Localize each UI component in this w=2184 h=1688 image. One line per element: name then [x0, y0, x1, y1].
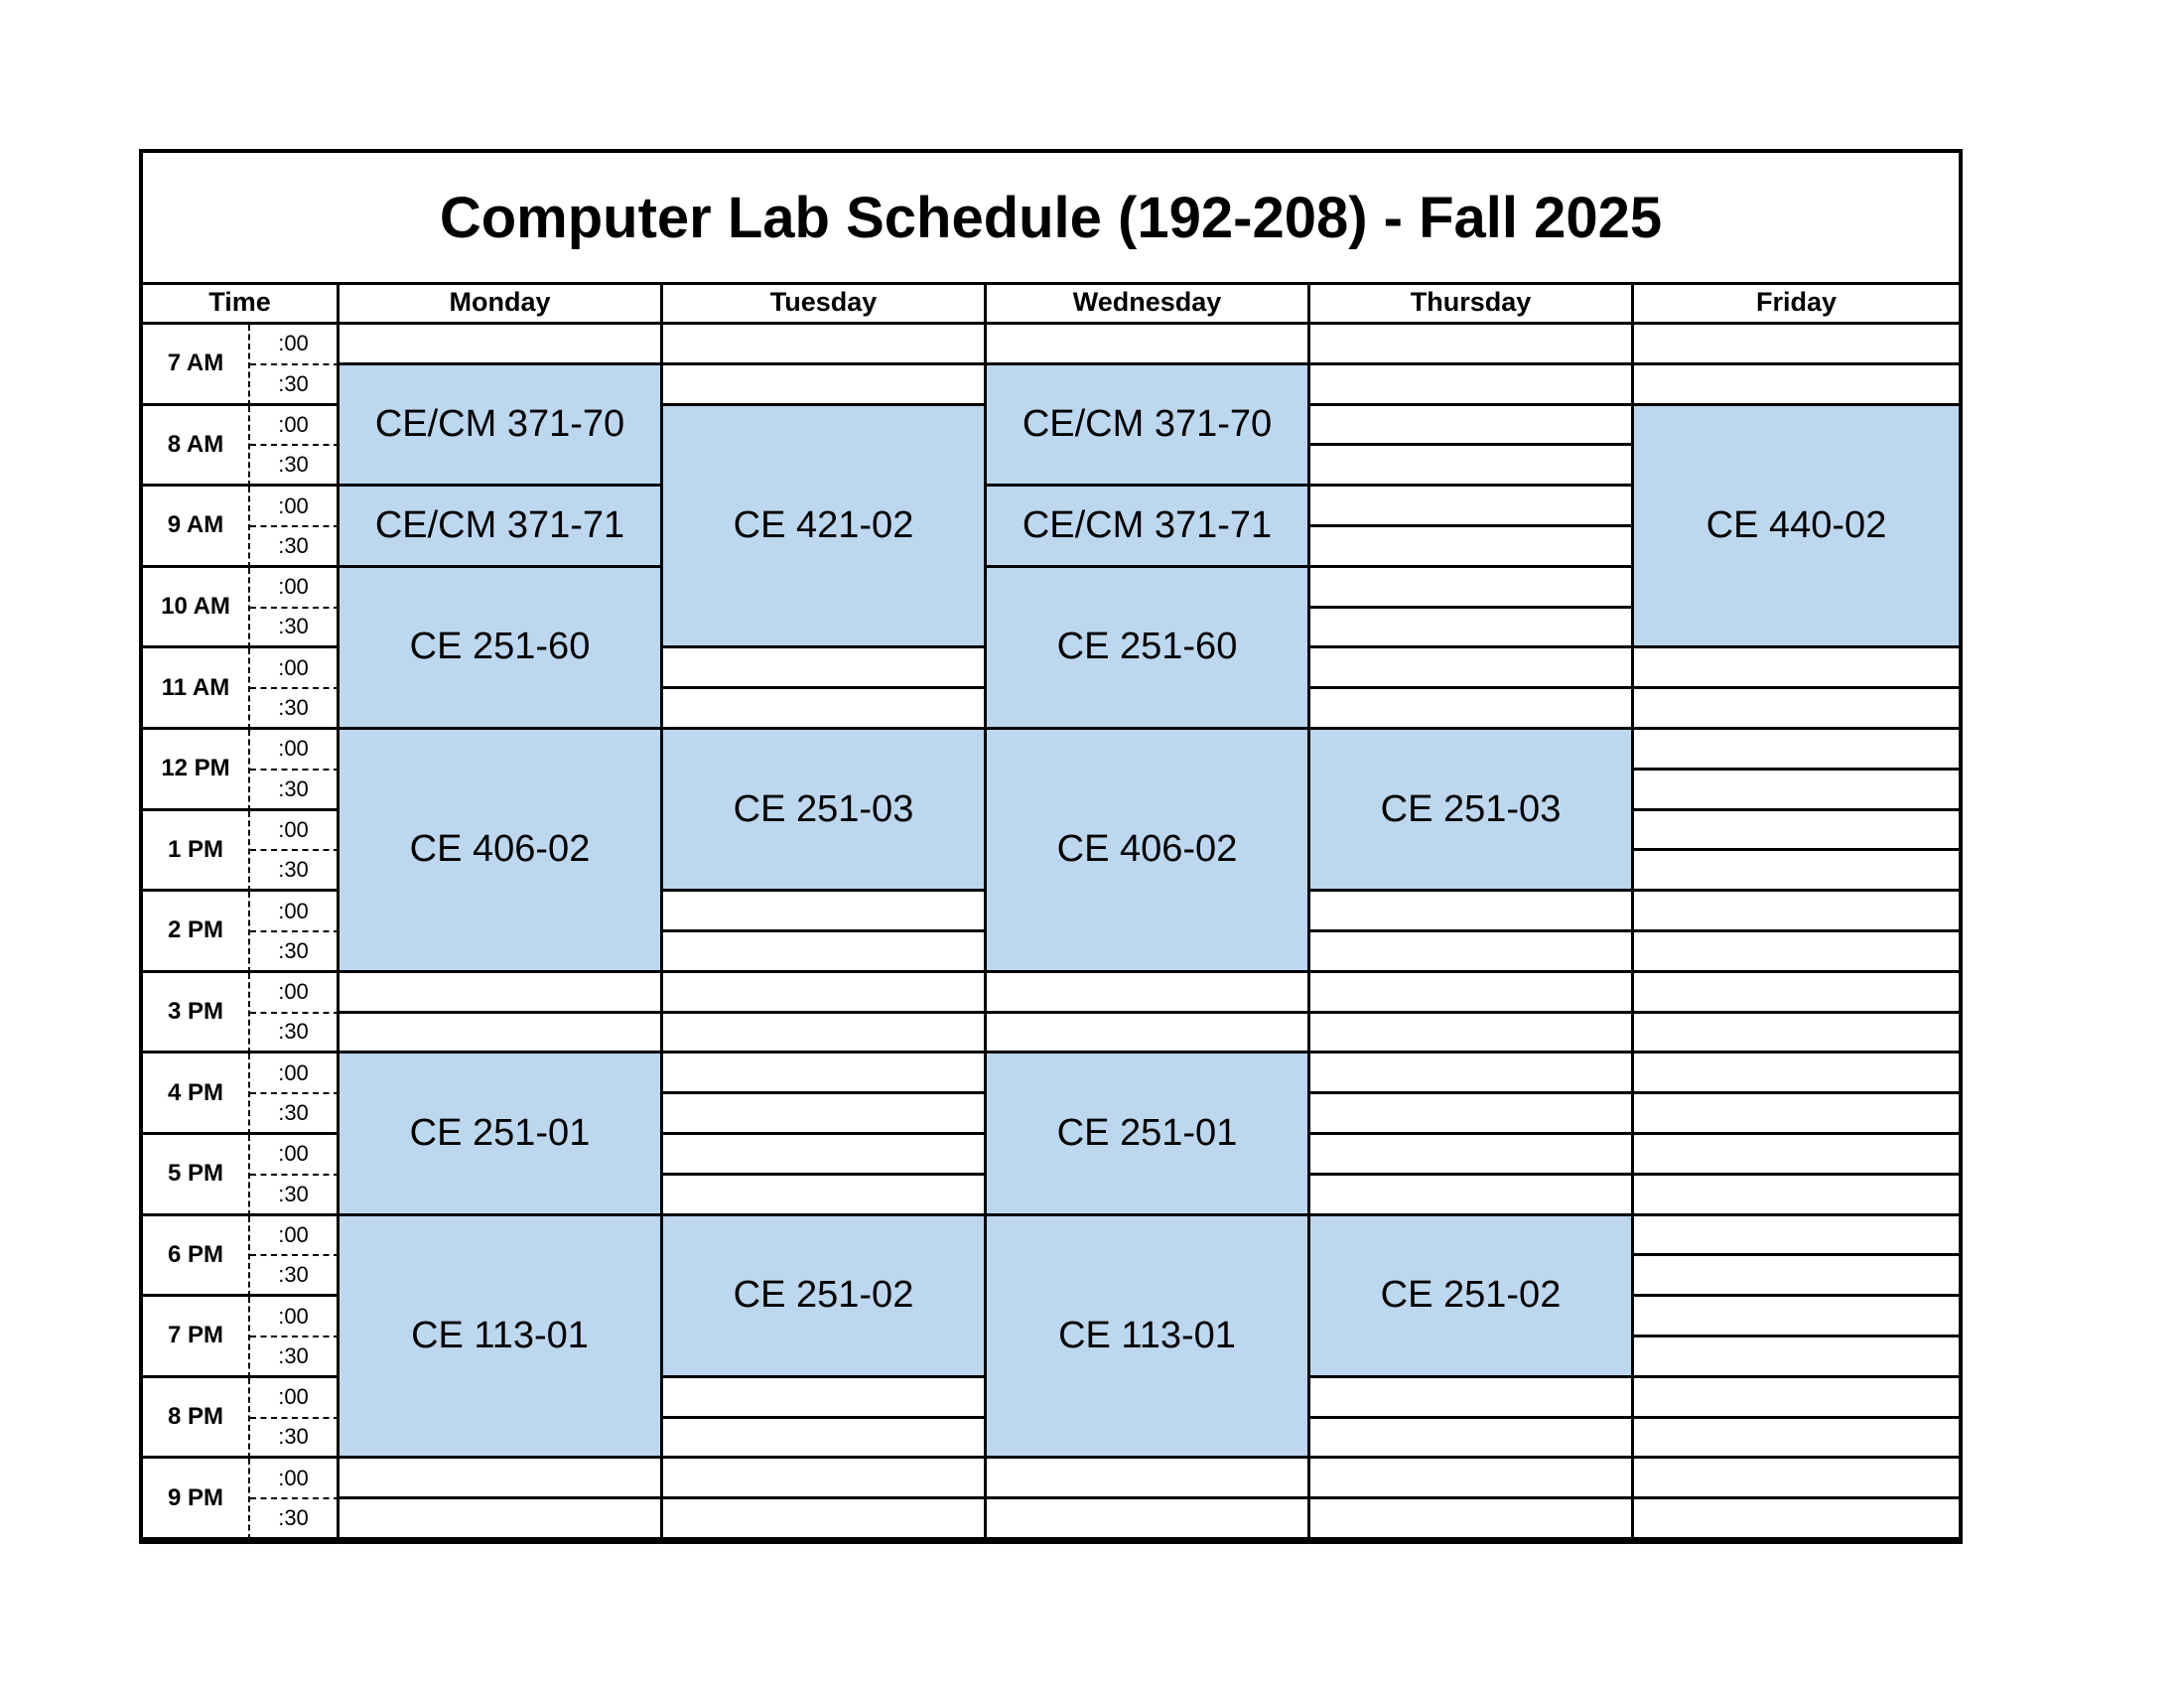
hour-label: 1 PM	[143, 811, 250, 893]
minute-label: :30	[250, 1094, 340, 1135]
day-header-wednesday: Wednesday	[987, 282, 1310, 325]
hour-label: 8 PM	[143, 1378, 250, 1460]
time-header: Time	[143, 282, 340, 325]
hour-label: 5 PM	[143, 1135, 250, 1216]
empty-slot[interactable]	[1310, 1499, 1634, 1540]
empty-slot[interactable]	[1310, 609, 1634, 649]
empty-slot[interactable]	[987, 325, 1310, 365]
empty-slot[interactable]	[663, 325, 987, 365]
empty-slot[interactable]	[340, 1014, 663, 1055]
empty-slot[interactable]	[663, 1094, 987, 1135]
class-block[interactable]	[987, 730, 1310, 973]
empty-slot[interactable]	[1310, 365, 1634, 406]
class-block[interactable]	[1310, 1216, 1634, 1378]
class-label: CE 113-01	[411, 1314, 589, 1356]
class-block[interactable]	[340, 487, 663, 568]
empty-slot[interactable]	[663, 365, 987, 406]
empty-slot[interactable]	[1634, 1054, 1959, 1094]
empty-slot[interactable]	[1310, 446, 1634, 487]
empty-slot[interactable]	[663, 1459, 987, 1499]
empty-slot[interactable]	[1310, 1054, 1634, 1094]
class-block[interactable]	[663, 730, 987, 892]
empty-slot[interactable]	[1310, 1378, 1634, 1419]
class-label: CE 251-02	[1380, 1274, 1562, 1317]
empty-slot[interactable]	[1634, 851, 1959, 892]
empty-slot[interactable]	[1634, 730, 1959, 771]
minute-label: :00	[250, 811, 340, 852]
empty-slot[interactable]	[987, 1459, 1310, 1499]
page-title: Computer Lab Schedule (192-208) - Fall 2025	[439, 185, 1663, 250]
empty-slot[interactable]	[987, 1014, 1310, 1055]
empty-slot[interactable]	[1310, 1459, 1634, 1499]
class-block[interactable]	[340, 1216, 663, 1460]
minute-label: :30	[250, 365, 340, 406]
minute-label: :00	[250, 406, 340, 447]
empty-slot[interactable]	[1634, 892, 1959, 932]
minute-label: :00	[250, 973, 340, 1014]
empty-slot[interactable]	[340, 1499, 663, 1540]
empty-slot[interactable]	[1634, 1014, 1959, 1055]
empty-slot[interactable]	[340, 973, 663, 1014]
class-block[interactable]	[1310, 730, 1634, 892]
minute-label: :30	[250, 1337, 340, 1378]
day-header-monday: Monday	[340, 282, 663, 325]
class-label: CE 251-03	[1380, 787, 1562, 830]
class-block[interactable]	[987, 487, 1310, 568]
hour-label: 10 AM	[143, 568, 250, 649]
hour-label: 7 AM	[143, 325, 250, 406]
class-block[interactable]	[663, 406, 987, 649]
class-label: CE 406-02	[1056, 828, 1238, 871]
class-block[interactable]	[987, 568, 1310, 730]
hour-label: 9 PM	[143, 1459, 250, 1540]
minute-label: :00	[250, 1297, 340, 1337]
minute-label: :30	[250, 1499, 340, 1540]
minute-label: :30	[250, 689, 340, 730]
minute-label: :30	[250, 1419, 340, 1460]
empty-slot[interactable]	[1310, 1419, 1634, 1460]
empty-slot[interactable]	[663, 1176, 987, 1216]
class-label: CE 440-02	[1706, 503, 1887, 546]
minute-label: :00	[250, 1378, 340, 1419]
class-block[interactable]	[340, 365, 663, 487]
minute-label: :00	[250, 325, 340, 365]
class-block[interactable]	[340, 568, 663, 730]
empty-slot[interactable]	[1310, 1135, 1634, 1176]
minute-label: :00	[250, 1216, 340, 1257]
minute-label: :30	[250, 932, 340, 973]
class-label: CE 251-03	[733, 787, 914, 830]
empty-slot[interactable]	[663, 1378, 987, 1419]
empty-slot[interactable]	[663, 1419, 987, 1460]
empty-slot[interactable]	[1634, 1176, 1959, 1216]
empty-slot[interactable]	[1310, 527, 1634, 568]
class-label: CE/CM 371-70	[374, 402, 625, 445]
empty-slot[interactable]	[1310, 1094, 1634, 1135]
empty-slot[interactable]	[1634, 811, 1959, 852]
minute-label: :30	[250, 851, 340, 892]
empty-slot[interactable]	[1310, 406, 1634, 447]
empty-slot[interactable]	[1634, 689, 1959, 730]
hour-label: 6 PM	[143, 1216, 250, 1298]
empty-slot[interactable]	[1310, 1176, 1634, 1216]
minute-label: :00	[250, 730, 340, 771]
minute-label: :00	[250, 487, 340, 527]
empty-slot[interactable]	[1634, 1459, 1959, 1499]
empty-slot[interactable]	[1310, 487, 1634, 527]
minute-label: :00	[250, 1459, 340, 1499]
hour-label: 7 PM	[143, 1297, 250, 1378]
class-label: CE 251-60	[1056, 626, 1238, 668]
empty-slot[interactable]	[663, 689, 987, 730]
empty-slot[interactable]	[1310, 568, 1634, 609]
empty-slot[interactable]	[1634, 648, 1959, 689]
minute-label: :00	[250, 1054, 340, 1094]
empty-slot[interactable]	[663, 1014, 987, 1055]
class-block[interactable]	[987, 1054, 1310, 1215]
empty-slot[interactable]	[663, 1135, 987, 1176]
empty-slot[interactable]	[1634, 973, 1959, 1014]
empty-slot[interactable]	[1634, 1337, 1959, 1378]
hour-label: 11 AM	[143, 648, 250, 730]
empty-slot[interactable]	[663, 892, 987, 932]
hour-label: 3 PM	[143, 973, 250, 1055]
hour-label: 4 PM	[143, 1054, 250, 1135]
empty-slot[interactable]	[987, 1499, 1310, 1540]
empty-slot[interactable]	[663, 932, 987, 973]
class-block[interactable]	[987, 365, 1310, 487]
minute-label: :30	[250, 1256, 340, 1297]
empty-slot[interactable]	[1634, 1378, 1959, 1419]
empty-slot[interactable]	[663, 648, 987, 689]
minute-label: :00	[250, 648, 340, 689]
day-header-thursday: Thursday	[1310, 282, 1634, 325]
class-label: CE 113-01	[1058, 1314, 1236, 1356]
empty-slot[interactable]	[987, 973, 1310, 1014]
empty-slot[interactable]	[663, 1054, 987, 1094]
empty-slot[interactable]	[340, 1459, 663, 1499]
class-label: CE 251-02	[733, 1274, 914, 1317]
empty-slot[interactable]	[1634, 932, 1959, 973]
empty-slot[interactable]	[1310, 892, 1634, 932]
class-label: CE/CM 371-71	[374, 503, 625, 546]
empty-slot[interactable]	[663, 973, 987, 1014]
minute-label: :30	[250, 609, 340, 649]
day-header-tuesday: Tuesday	[663, 282, 987, 325]
empty-slot[interactable]	[1634, 325, 1959, 365]
class-block[interactable]	[340, 730, 663, 973]
class-label: CE 251-60	[409, 626, 591, 668]
day-header-friday: Friday	[1634, 282, 1959, 325]
empty-slot[interactable]	[1310, 1014, 1634, 1055]
minute-label: :00	[250, 568, 340, 609]
minute-label: :30	[250, 527, 340, 568]
class-label: CE 251-01	[409, 1111, 591, 1154]
hour-label: 9 AM	[143, 487, 250, 568]
minute-label: :00	[250, 1135, 340, 1176]
empty-slot[interactable]	[340, 325, 663, 365]
empty-slot[interactable]	[1634, 771, 1959, 811]
empty-slot[interactable]	[1634, 1216, 1959, 1257]
empty-slot[interactable]	[1634, 1135, 1959, 1176]
hour-label: 2 PM	[143, 892, 250, 973]
empty-slot[interactable]	[1634, 1499, 1959, 1540]
hour-label: 8 AM	[143, 406, 250, 488]
class-label: CE/CM 371-70	[1022, 402, 1273, 445]
class-label: CE 421-02	[733, 503, 914, 546]
minute-label: :30	[250, 446, 340, 487]
empty-slot[interactable]	[1310, 648, 1634, 689]
empty-slot[interactable]	[663, 1499, 987, 1540]
class-label: CE 406-02	[409, 828, 591, 871]
title-box	[143, 153, 1959, 285]
class-block[interactable]	[663, 1216, 987, 1378]
empty-slot[interactable]	[1310, 973, 1634, 1014]
class-block[interactable]	[987, 1216, 1310, 1460]
class-label: CE 251-01	[1056, 1111, 1238, 1154]
empty-slot[interactable]	[1634, 365, 1959, 406]
minute-label: :30	[250, 771, 340, 811]
minute-label: :00	[250, 892, 340, 932]
empty-slot[interactable]	[1310, 932, 1634, 973]
class-block[interactable]	[340, 1054, 663, 1215]
hour-label: 12 PM	[143, 730, 250, 811]
minute-label: :30	[250, 1014, 340, 1055]
empty-slot[interactable]	[1310, 689, 1634, 730]
schedule-grid	[143, 282, 1959, 1540]
empty-slot[interactable]	[1634, 1094, 1959, 1135]
empty-slot[interactable]	[1310, 325, 1634, 365]
class-label: CE/CM 371-71	[1022, 503, 1273, 546]
empty-slot[interactable]	[1634, 1256, 1959, 1297]
empty-slot[interactable]	[1634, 1419, 1959, 1460]
class-block[interactable]	[1634, 406, 1959, 649]
schedule-sheet	[139, 149, 1963, 1544]
minute-label: :30	[250, 1176, 340, 1216]
empty-slot[interactable]	[1634, 1297, 1959, 1337]
